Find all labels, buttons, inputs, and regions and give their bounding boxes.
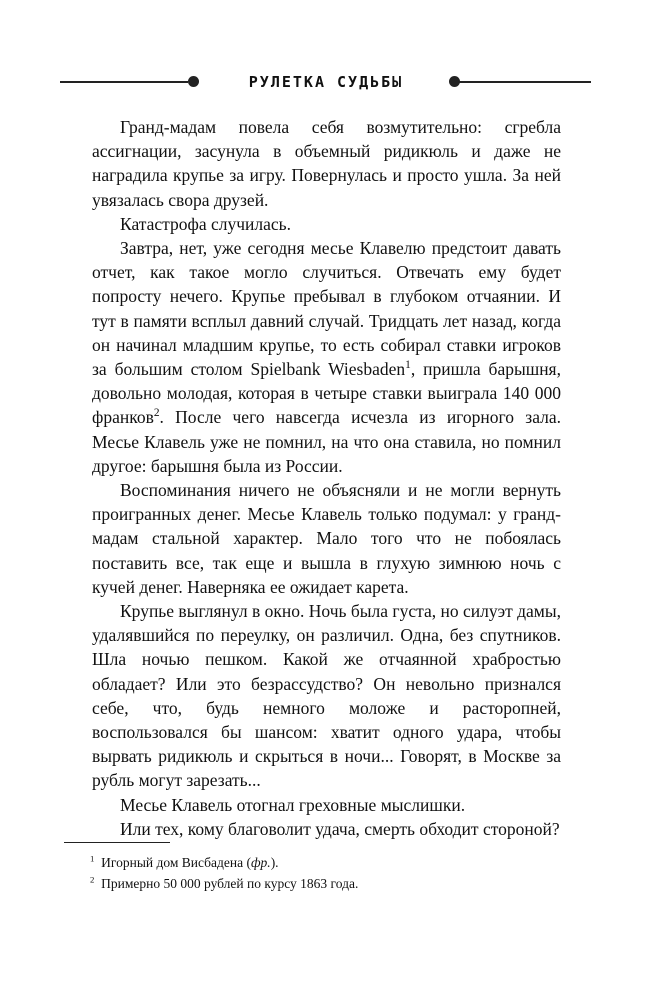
paragraph-3-part-a: Завтра, нет, уже сегодня месье Клавелю предстоит давать отчет, как такое могло случиться. Отвечать ему будет попросту нечего. Крупье пребывал в глубоком отчаянии. И тут в памяти всплыл давний случай. Тридцать лет назад, когда он начинал младшим крупье, то есть собирал ставки игроков за большим столом Spielbank Wiesbaden [92,238,561,380]
footnote-1-text-after: ). [270,855,279,870]
footnote-1-text-before: Игорный дом Висбадена ( [101,855,251,870]
paragraph-2: Катастрофа случилась. [120,213,292,234]
header-rule-left [60,81,188,83]
footnote-2-mark: 2 [90,874,95,885]
paragraph-3-part-c: . После чего навсегда исчезла из игорного зала. Месье Клавель уже не помнил, на что она ставила, но помнил другое: барышня была из России. [92,407,561,476]
running-header [60,70,591,94]
footnote-rule [64,842,170,843]
footnote-ref-2: 2 [153,407,160,420]
paragraph-1: Гранд-мадам повела себя возмутительно: сгребла ассигнации, засунула в объемный ридикюль и даже не наградила крупье за игру. Повернулась и просто ушла. За ней увязалась свора друзей. [92,117,561,210]
paragraph-3 [92,236,561,478]
header-dot-left [188,76,199,87]
running-header-title: РУЛЕТКА СУДЬБЫ [248,73,404,91]
paragraph-3-part-b: , пришла барышня, довольно молодая, которая в четыре ставки выиграла 140 000 франков [92,359,561,428]
paragraph-4: Воспоминания ничего не объясняли и не могли вернуть проигранных денег. Месье Клавель только подумал: у гранд-мадам стальной характер. Мало того что не побоялась поставить все, так еще и вышла в глухую зимнюю ночь с кучей денег. Наверняка ее ожидает карета. [92,480,561,597]
footnote-1-italic: фр. [250,855,271,870]
footnote-2-text: Примерно 50 000 рублей по курсу 1863 года. [101,876,359,891]
footnote-1 [64,852,564,873]
footnote-1-mark: 1 [90,853,95,864]
header-rule-right [454,81,591,83]
footnotes [64,852,564,894]
paragraph-6: Месье Клавель отогнал греховные мыслишки. [120,794,466,815]
footnote-2 [64,873,564,894]
paragraph-7: Или тех, кому благоволит удача, смерть обходит стороной? [120,818,560,839]
body-text [92,115,561,841]
footnote-ref-1: 1 [405,359,411,372]
paragraph-5: Крупье выглянул в окно. Ночь была густа, но силуэт дамы, удалявшийся по переулку, он различил. Одна, без спутников. Шла ночью пешком. Какой же отчаянной храбростью обладает? Или это безрассудство? Он невольно признался себе, что, будь немного моложе и расторопней, воспользовался бы шансом: хватит одного удара, чтобы вырвать ридикюль и скрыться в ночи... Говорят, в Москве за рубль могут зарезать... [92,601,561,791]
